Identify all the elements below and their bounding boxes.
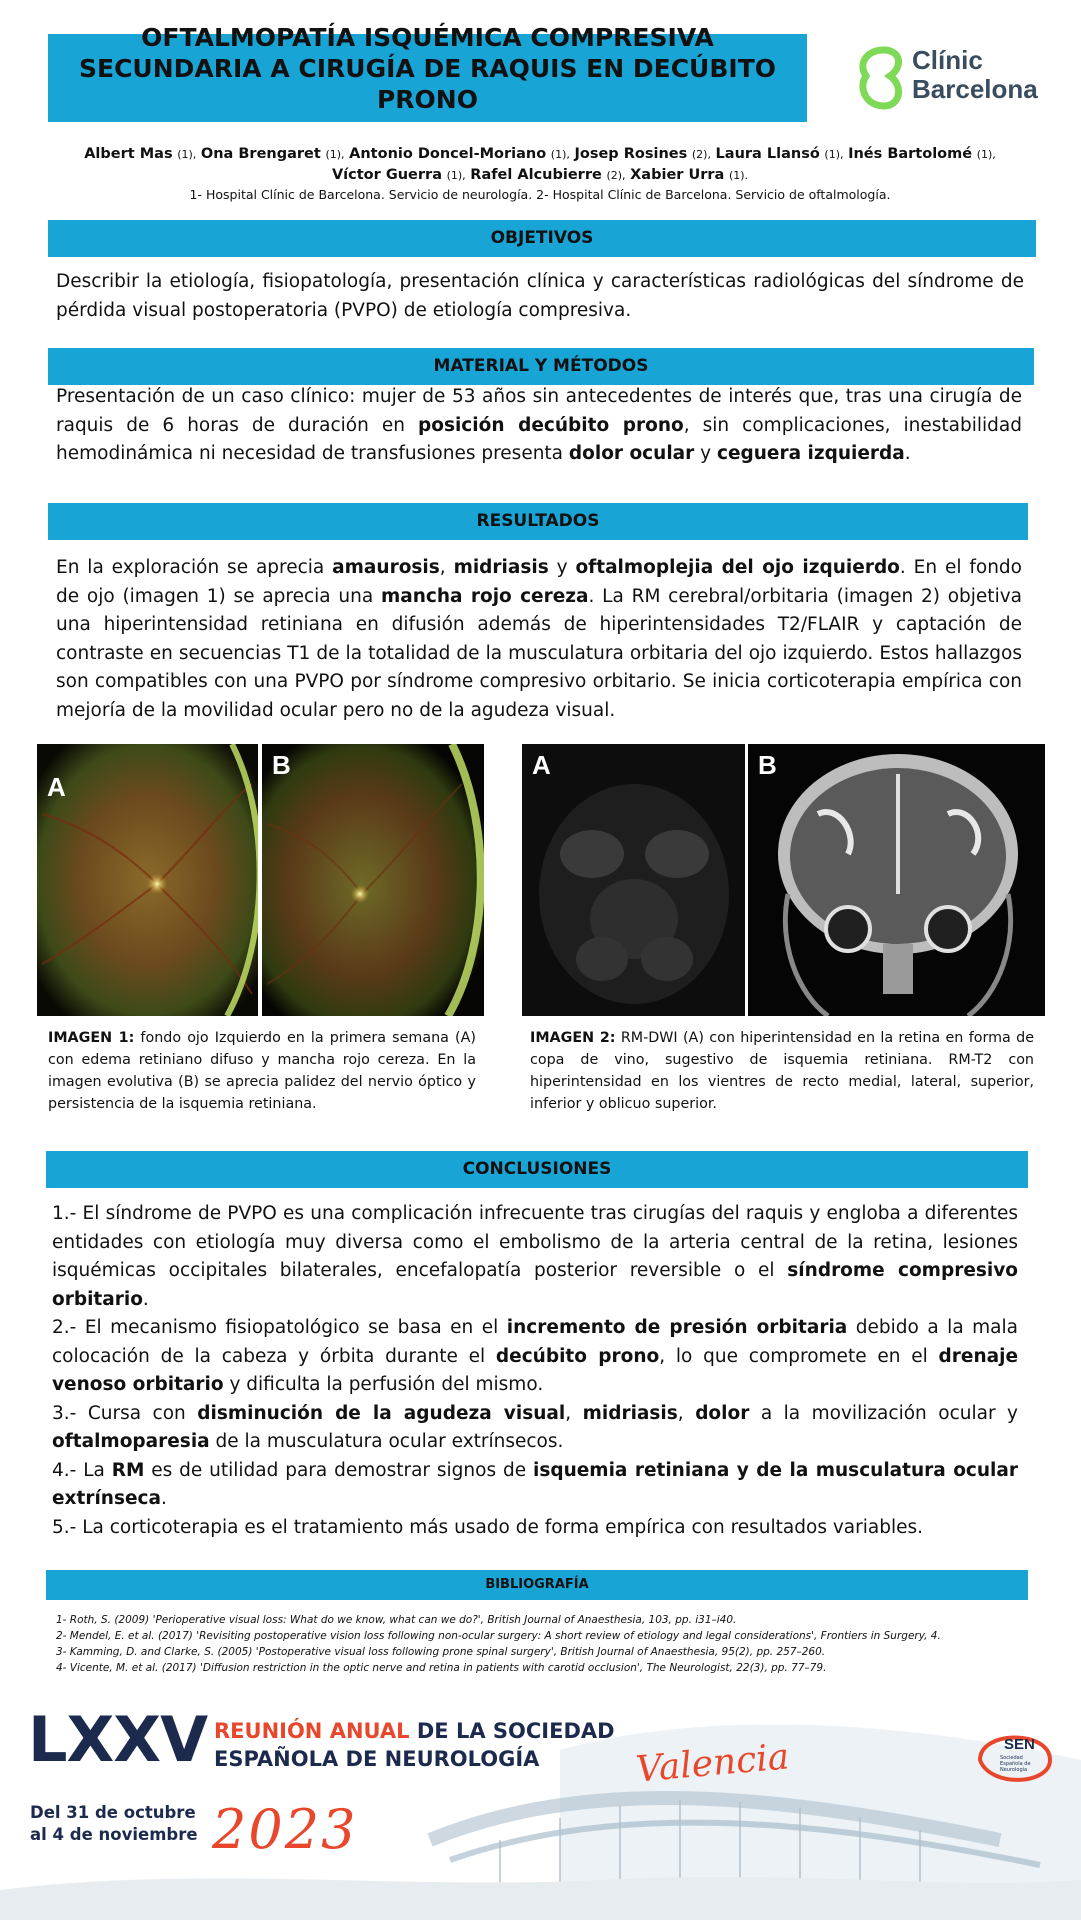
text-run: ,: [439, 557, 454, 578]
text-run: y dificulta la perfusión del mismo.: [223, 1374, 544, 1395]
conclusion-item-3: [52, 1400, 1018, 1457]
text-run: .: [142, 1288, 149, 1310]
figure-label-a: A: [532, 750, 551, 780]
congress-year: 2023: [212, 1798, 358, 1861]
affiliations: 1- Hospital Clínic de Barcelona. Servicio de neurología. 2- Hospital Clínic de Barcelona. Servicio de oftalmología.: [189, 187, 891, 202]
text-bold: drenaje venoso orbitario: [52, 1345, 1018, 1395]
author-list: [60, 144, 1020, 186]
caption-text: RM-DWI (A) con hiperintensidad en la retina en forma de copa de vino, sugestivo de isquemia retiniana. RM-T2 con hiperintensidad en los vientres de recto medial, lateral, superior, inferior y oblicuo superior.: [530, 1030, 1034, 1112]
text-bold: posición decúbito prono: [418, 414, 684, 436]
author-name: Albert Mas: [84, 146, 173, 162]
fundus-image-b: [262, 744, 484, 1016]
text-bold: dolor ocular: [568, 443, 695, 464]
author-affil: (1),: [446, 169, 466, 182]
metodos-text: [56, 383, 1022, 469]
text-bold: oftalmoplejia del ojo izquierdo: [575, 557, 900, 578]
resultados-text: [56, 554, 1022, 725]
text-bold: midriasis: [453, 557, 549, 578]
text-bold: isquemia retiniana y de la musculatura ocular extrínseca: [52, 1459, 1019, 1509]
author-affil: (1),: [550, 148, 570, 161]
image-2-caption: [530, 1027, 1034, 1115]
mri-dwi-image-a: [522, 744, 745, 1016]
reference-item: 3- Kamming, D. and Clarke, S. (2005) 'Postoperative visual loss following prone spinal surgery', British Journal of Anaesthesia, 95(2), pp. 257–260.: [56, 1646, 826, 1658]
text-run: En la exploración se aprecia: [56, 557, 333, 578]
title-line-1: OFTALMOPATÍA ISQUÉMICA COMPRESIVA: [141, 23, 714, 52]
dates-line-2: al 4 de noviembre: [30, 1825, 198, 1844]
author-affil: (1),: [824, 148, 844, 161]
congress-name: [214, 1717, 615, 1773]
image-1-caption: [48, 1027, 476, 1115]
text-bold: ceguera izquierda: [717, 443, 905, 464]
logo-line-1: Clínic: [912, 45, 983, 75]
dates-line-1: Del 31 de octubre: [30, 1803, 196, 1822]
text-bold: oftalmoparesia: [52, 1431, 210, 1452]
author-name: Víctor Guerra: [331, 167, 442, 183]
author-name: Antonio Doncel-Moriano: [349, 146, 547, 162]
author-name: Xabier Urra: [630, 167, 725, 183]
author-name: Ona Brengaret: [200, 146, 321, 162]
author-name: Rafel Alcubierre: [470, 167, 602, 183]
congress-name-line-2: ESPAÑOLA DE NEUROLOGÍA: [214, 1747, 540, 1771]
text-run: , sin complicaciones, inestabilidad hemodinámica ni necesidad de transfusiones presenta: [56, 414, 1022, 464]
text-run: 2.- El mecanismo fisiopatológico se basa en el: [52, 1317, 507, 1338]
text-run: , lo que compromete en el: [659, 1345, 939, 1367]
title-line-2: SECUNDARIA A CIRUGÍA DE RAQUIS EN DECÚBITO: [78, 54, 777, 83]
text-run: .: [160, 1488, 167, 1509]
congress-numeral: LXXV: [28, 1703, 208, 1776]
conclusion-item-5: 5.- La corticoterapia es el tratamiento más usado de forma empírica con resultados variables.: [52, 1516, 923, 1538]
section-heading-metodos: MATERIAL Y MÉTODOS: [48, 348, 1034, 385]
author-affil: (2),: [606, 169, 626, 182]
author-name: Inés Bartolomé: [848, 146, 973, 162]
text-run: ,: [565, 1402, 583, 1424]
conclusion-item-1: [52, 1200, 1018, 1314]
congress-name-dark: DE LA SOCIEDAD: [409, 1719, 615, 1743]
conclusion-item-2: [52, 1314, 1018, 1400]
author-affil: (1).: [728, 169, 749, 182]
text-bold: amaurosis: [332, 557, 440, 578]
text-bold: incremento de presión orbitaria: [506, 1317, 848, 1338]
text-run: Presentación de un caso clínico: mujer de 53 años sin antecedentes de interés que, tras una cirugía de raquis de 6 horas de duración en: [56, 386, 1022, 436]
author-affil: (1),: [177, 148, 197, 161]
caption-text: fondo ojo Izquierdo en la primera semana (A) con edema retiniano difuso y mancha rojo cereza. En la imagen evolutiva (B) se aprecia palidez del nervio óptico y persistencia de la isquemia retiniana.: [48, 1030, 476, 1112]
text-run: . En el fondo de ojo (imagen 1) se aprecia una: [56, 557, 1022, 607]
text-run: a la movilización ocular y: [749, 1402, 1018, 1424]
reference-item: 4- Vicente, M. et al. (2017) 'Diffusion restriction in the optic nerve and retina in patients with carotid occlusion', The Neurologist, 22(3), pp. 77–79.: [56, 1662, 827, 1674]
author-name: Laura Llansó: [715, 146, 820, 162]
text-run: . La RM cerebral/orbitaria (imagen 2) objetiva una hiperintensidad retiniana en difusión además de hiperintensidades T2/FLAIR y captación de contraste en secuencias T1 de la totalidad de la musculatura orbitaria del ojo izquierdo. Estos hallazgos son compatibles con una PVPO por síndrome compresivo orbitario. Se inicia corticoterapia empírica con mejoría de la movilidad ocular pero no de la agudeza visual.: [56, 585, 1022, 721]
text-bold: dolor: [695, 1402, 750, 1424]
conclusion-item-4: [52, 1457, 1018, 1514]
objetivos-text: Describir la etiología, fisiopatología, presentación clínica y características radiológicas del síndrome de pérdida visual postoperatoria (PVPO) de etiología compresiva.: [56, 271, 1024, 321]
caption-label: IMAGEN 1:: [48, 1030, 135, 1046]
text-bold: midriasis: [582, 1402, 678, 1424]
text-bold: disminución de la agudeza visual: [197, 1402, 566, 1424]
text-run: y: [694, 443, 717, 464]
mri-t2-image-b: [748, 744, 1045, 1016]
text-bold: RM: [111, 1459, 145, 1481]
figure-label-b: B: [758, 750, 777, 780]
text-run: 3.- Cursa con: [52, 1402, 198, 1424]
figure-label-b: B: [272, 750, 291, 780]
section-heading-resultados: RESULTADOS: [48, 503, 1028, 540]
text-bold: decúbito prono: [495, 1345, 660, 1367]
reference-item: 1- Roth, S. (2009) 'Perioperative visual loss: What do we know, what can we do?', British Journal of Anaesthesia, 103, pp. i31–i40.: [56, 1614, 737, 1626]
caption-label: IMAGEN 2:: [530, 1030, 616, 1046]
text-run: es de utilidad para demostrar signos de: [144, 1459, 533, 1481]
text-run: de la musculatura ocular extrínsecos.: [209, 1431, 564, 1452]
author-affil: (1),: [325, 148, 345, 161]
title-line-3: PRONO: [376, 85, 478, 114]
text-run: .: [904, 443, 911, 464]
text-bold: síndrome compresivo orbitario: [52, 1260, 1018, 1310]
author-affil: (1),: [976, 148, 996, 161]
sen-logo-text: SEN: [1004, 1736, 1035, 1753]
figure-label-a: A: [47, 772, 66, 802]
author-affil: (2),: [691, 148, 711, 161]
text-run: ,: [677, 1402, 696, 1424]
reference-list: [56, 1612, 1036, 1676]
text-run: y: [548, 557, 576, 578]
section-heading-conclusiones: CONCLUSIONES: [46, 1151, 1028, 1188]
poster-title: [48, 22, 807, 115]
mri-t2-graphic: [748, 744, 1045, 1016]
author-name: Josep Rosines: [574, 146, 688, 162]
text-run: 1.- El síndrome de PVPO es una complicación infrecuente tras cirugías del raquis y engloba a diferentes entidades con etiología muy diversa como el embolismo de la arteria central de la retina, lesiones isquémicas occipitales bilaterales, encefalopatía posterior reversible o el: [52, 1203, 1018, 1281]
fundus-b-graphic: [262, 744, 484, 1016]
congress-dates: [30, 1802, 198, 1846]
congress-city: Valencia: [634, 1736, 791, 1791]
text-bold: mancha rojo cereza: [380, 585, 589, 607]
text-run: debido a la mala colocación de la cabeza y órbita durante el: [52, 1317, 1018, 1367]
logo-wordmark: [912, 46, 1038, 104]
mri-dwi-graphic: [522, 744, 745, 1016]
conclusiones-list: [52, 1200, 1018, 1542]
section-heading-objetivos: OBJETIVOS: [48, 220, 1036, 257]
fundus-a-graphic: [37, 744, 258, 1016]
section-heading-bibliografia: BIBLIOGRAFÍA: [46, 1570, 1028, 1600]
congress-name-red: REUNIÓN ANUAL: [214, 1719, 410, 1743]
reference-item: 2- Mendel, E. et al. (2017) 'Revisiting postoperative vision loss following non-ocular surgery: A short review of etiology and legal considerations', Frontiers in Surgery, 4.: [56, 1630, 941, 1642]
text-run: 4.- La: [52, 1459, 112, 1481]
sen-logo-subtitle: Sociedad Española de Neurología: [1000, 1755, 1031, 1773]
logo-line-2: Barcelona: [912, 74, 1038, 104]
fundus-image-a: [37, 744, 258, 1016]
